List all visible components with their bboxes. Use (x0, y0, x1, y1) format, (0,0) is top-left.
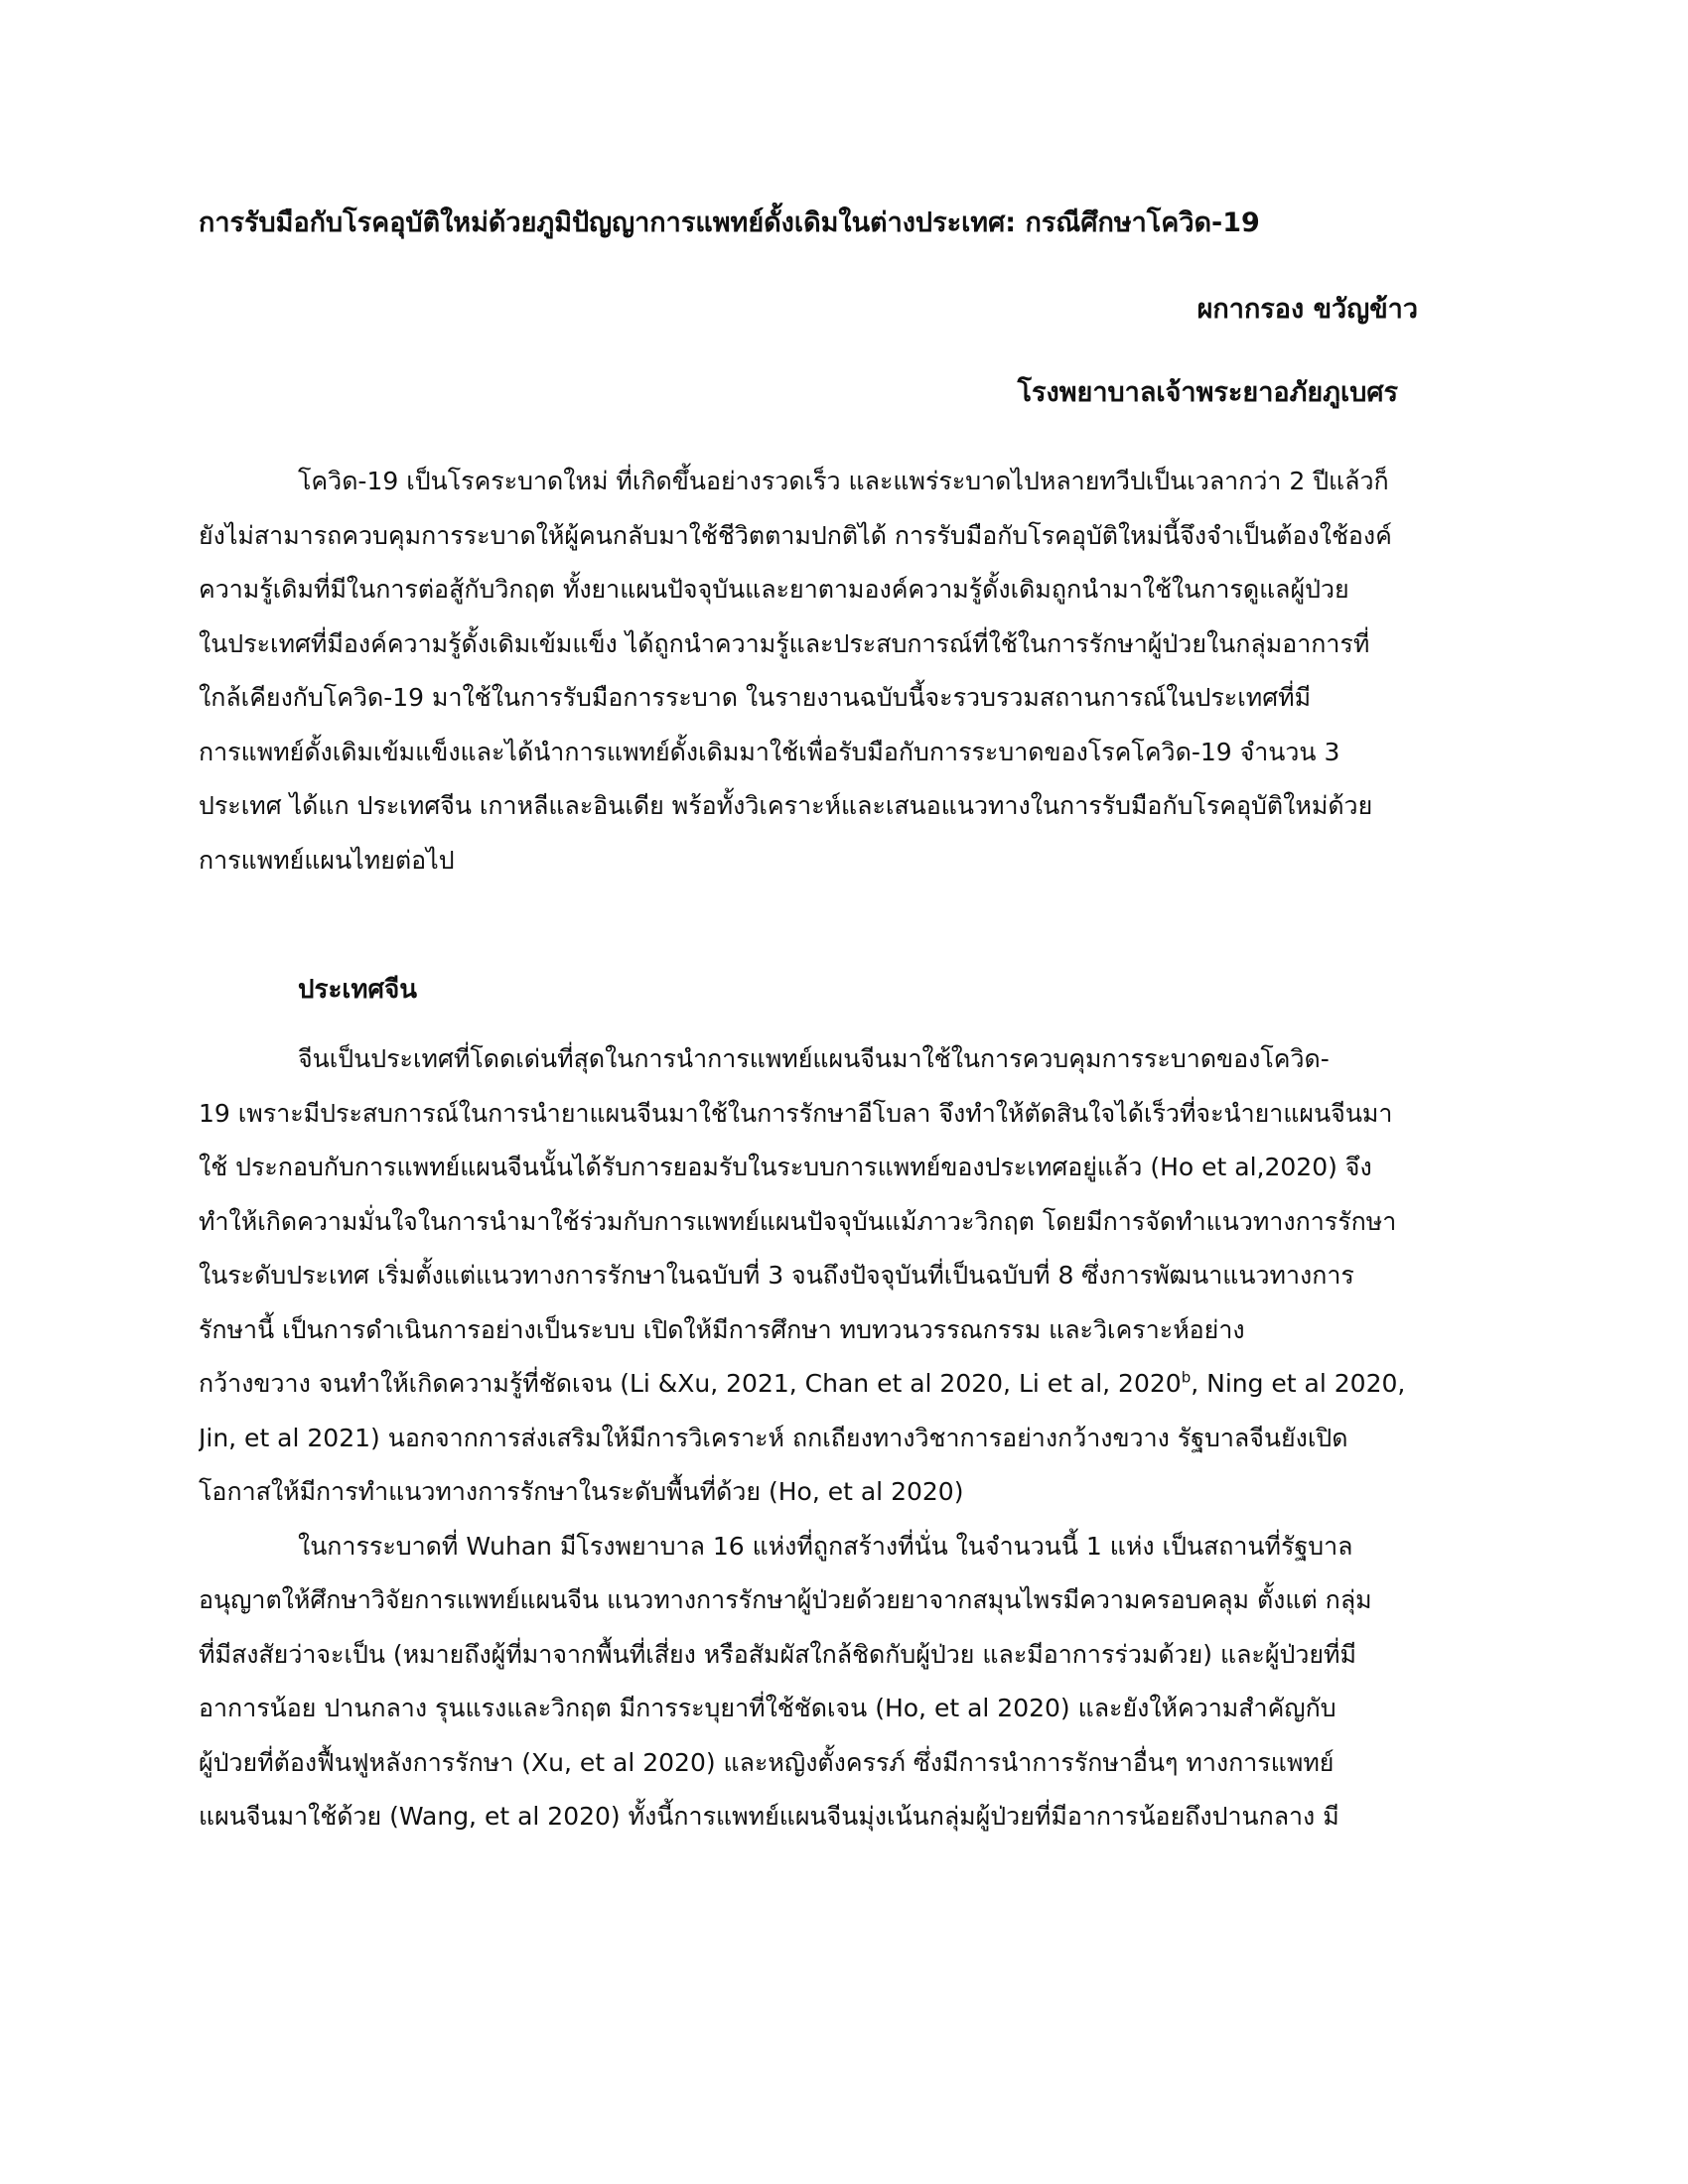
section-heading: ประเทศจีน (298, 975, 417, 1005)
paragraph-line: ผู้ป่วยที่ต้องฟื้นฟูหลังการรักษา (Xu, et al 2020) และหญิงตั้งครรภ์ ซึ่งมีการนำการรักษาอื่นๆ ทางการแพทย์ (199, 1747, 1335, 1777)
paragraph-line: ที่มีสงสัยว่าจะเป็น (หมายถึงผู้ที่มาจากพื้นที่เสี่ยง หรือสัมผัสใกล้ชิดกับผู้ป่วย และมีอาการร่วมด้วย) และผู้ป่วยที่มี (199, 1639, 1356, 1669)
author-name: ผกากรอง ขวัญข้าว (1196, 294, 1418, 325)
document-title: การรับมือกับโรคอุบัติใหม่ด้วยภูมิปัญญาการแพทย์ดั้งเดิมในต่างประเทศ: กรณีศึกษาโควิด-19 (199, 207, 1260, 238)
paragraph-line: ประเทศ ได้แก ประเทศจีน เกาหลีและอินเดีย พร้อทั้งวิเคราะห์และเสนอแนวทางในการรับมือกับโรคอุบัติใหม่ด้วย (199, 791, 1373, 820)
paragraph-line: แผนจีนมาใช้ด้วย (Wang, et al 2020) ทั้งนี้การแพทย์แผนจีนมุ่งเน้นกลุ่มผู้ป่วยที่มีอาการน้อยถึงปานกลาง มี (199, 1802, 1339, 1831)
paragraph-line: 19 เพราะมีประสบการณ์ในการนำยาแผนจีนมาใช้ในการรักษาอีโบลา จึงทำให้ตัดสินใจได้เร็วที่จะนำยาแผนจีนมา (199, 1098, 1393, 1128)
china-paragraph-1 (199, 1032, 1489, 1520)
author-affiliation: โรงพยาบาลเจ้าพระยาอภัยภูเบศร (1017, 377, 1398, 408)
paragraph-line: ความรู้เดิมที่มีในการต่อสู้กับวิกฤต ทั้งยาแผนปัจจุบันและยาตามองค์ความรู้ดั้งเดิมถูกนำมาใช้ในการดูแลผู้ป่วย (199, 575, 1349, 604)
paragraph-line: อนุญาตให้ศึกษาวิจัยการแพทย์แผนจีน แนวทางการรักษาผู้ป่วยด้วยยาจากสมุนไพรมีความครอบคลุม ตั้งแต่ กลุ่ม (199, 1585, 1372, 1614)
paragraph-line: ในประเทศที่มีองค์ความรู้ดั้งเดิมเข้มแข็ง ได้ถูกนำความรู้และประสบการณ์ที่ใช้ในการรักษาผู้ป่วยในกลุ่มอาการที่ (199, 628, 1370, 658)
paragraph-line: ใกล้เคียงกับโควิด-19 มาใช้ในการรับมือการระบาด ในรายงานฉบับนี้จะรวบรวมสถานการณ์ในประเทศที่มี (199, 683, 1312, 712)
citation-text: , Ning et al 2020, (1191, 1369, 1406, 1398)
china-paragraph-2 (199, 1520, 1489, 1844)
paragraph-line: อาการน้อย ปานกลาง รุนแรงและวิกฤต มีการระบุยาที่ใช้ชัดเจน (Ho, et al 2020) และยังให้ความสำคัญกับ (199, 1694, 1336, 1722)
paragraph-line: จีนเป็นประเทศที่โดดเด่นที่สุดในการนำการแพทย์แผนจีนมาใช้ในการควบคุมการระบาดของโควิด- (298, 1044, 1330, 1073)
paragraph-line: ในการระบาดที่ Wuhan มีโรงพยาบาล 16 แห่งที่ถูกสร้างที่นั่น ในจำนวนนี้ 1 แห่ง เป็นสถานที่รัฐบาล (298, 1531, 1353, 1561)
paragraph-line: โอกาสให้มีการทำแนวทางการรักษาในระดับพื้นที่ด้วย (Ho, et al 2020) (199, 1477, 964, 1506)
paragraph-line: ทำให้เกิดความมั่นใจในการนำมาใช้ร่วมกับการแพทย์แผนปัจจุบันแม้ภาวะวิกฤต โดยมีการจัดทำแนวทางการรักษา (199, 1206, 1397, 1236)
paragraph-line: โควิด-19 เป็นโรคระบาดใหม่ ที่เกิดขึ้นอย่างรวดเร็ว และแพร่ระบาดไปหลายทวีปเป็นเวลากว่า 2 ปีแล้วก็ (298, 467, 1389, 495)
paragraph-line: Jin, et al 2021) นอกจากการส่งเสริมให้มีการวิเคราะห์ ถกเถียงทางวิชาการอย่างกว้างขวาง รัฐบาลจีนยังเปิด (199, 1423, 1348, 1452)
citation-text: กว้างขวาง จนทำให้เกิดความรู้ที่ชัดเจน (Li &Xu, 2021, Chan et al 2020, Li et al, 2020 (199, 1369, 1182, 1398)
china-section (199, 967, 1489, 1844)
paragraph-line (199, 1357, 1489, 1412)
paragraph-line: การแพทย์ดั้งเดิมเข้มแข็งและได้นำการแพทย์ดั้งเดิมมาใช้เพื่อรับมือกับการระบาดของโรคโควิด-19 จำนวน 3 (199, 737, 1340, 766)
paragraph-line: การแพทย์แผนไทยต่อไป (199, 845, 455, 875)
paragraph-line: ในระดับประเทศ เริ่มตั้งแต่แนวทางการรักษาในฉบับที่ 3 จนถึงปัจจุบันที่เป็นฉบับที่ 8 ซึ่งการพัฒนาแนวทางการ (199, 1261, 1354, 1290)
intro-paragraph (199, 455, 1489, 887)
paragraph-line: ใช้ ประกอบกับการแพทย์แผนจีนนั้นได้รับการยอมรับในระบบการแพทย์ของประเทศอยู่แล้ว (Ho et al,2020) จึง (199, 1153, 1372, 1181)
paragraph-line: ยังไม่สามารถควบคุมการระบาดให้ผู้คนกลับมาใช้ชีวิตตามปกติได้ การรับมือกับโรคอุบัติใหม่นี้จึงจำเป็นต้องใช้องค์ (199, 520, 1392, 550)
paragraph-line: รักษานี้ เป็นการดำเนินการอย่างเป็นระบบ เปิดให้มีการศึกษา ทบทวนวรรณกรรม และวิเคราะห์อย่าง (199, 1314, 1245, 1344)
citation-superscript: b (1181, 1368, 1192, 1387)
